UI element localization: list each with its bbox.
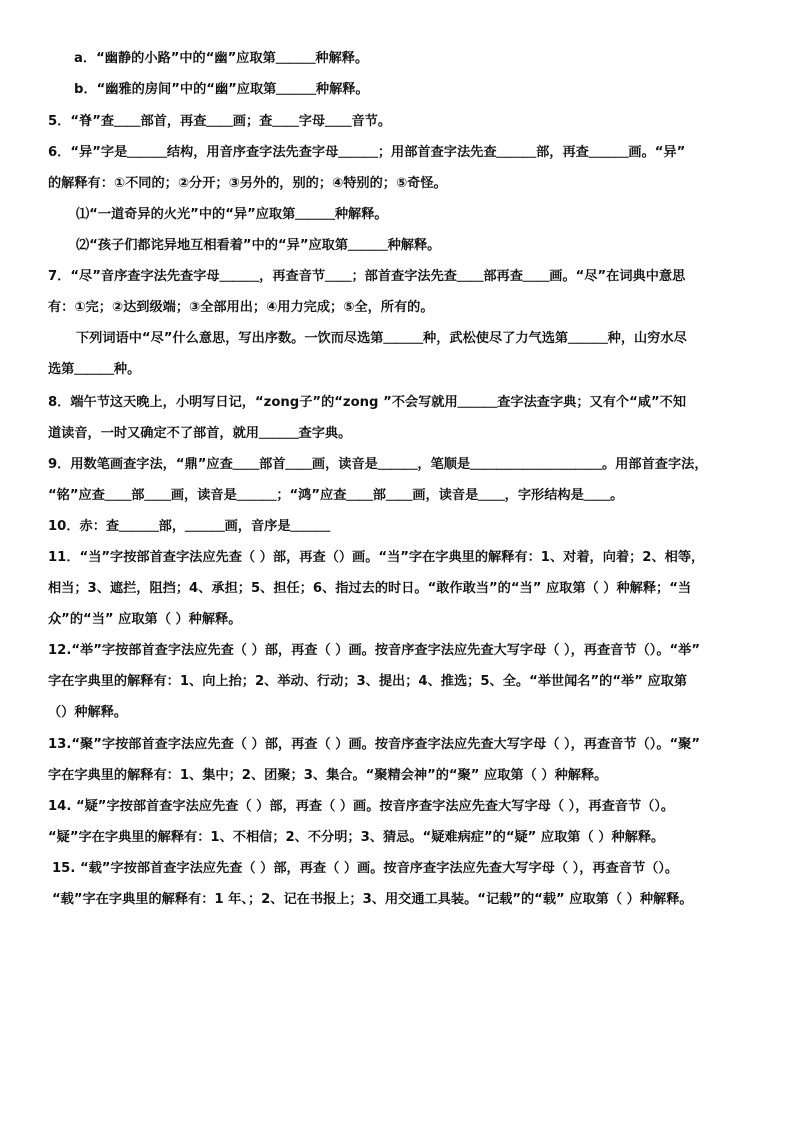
text-line: 的解释有：①不同的；②分开；③另外的，别的；④特别的；⑤奇怪。	[48, 176, 447, 191]
text-line: 11．“当”字按部首查字法应先查（ ）部，再查（）画。“当”字在字典里的解释有：1、对着，向着；2、相等，	[48, 550, 705, 565]
text-line: 道读音，一时又确定不了部首，就用＿＿＿查字典。	[48, 426, 352, 441]
text-line: 字在字典里的解释有：1、集中；2、团聚；3、集合。“聚精会神”的“聚” 应取第（ ）种解释。	[48, 768, 608, 783]
text-line: 众”的“当” 应取第（ ）种解释。	[48, 612, 242, 627]
text-line: 10．赤：查＿＿＿部，＿＿＿画，音序是＿＿＿	[48, 519, 331, 534]
text-line: 字在字典里的解释有：1、向上抬；2、举动、行动；3、提出；4、推选；5、全。“举世闻名”的“举” 应取第	[48, 674, 688, 689]
text-line: 选第＿＿＿种。	[48, 362, 141, 377]
text-line: 下列词语中“尽”什么意思，写出序数。一饮而尽选第＿＿＿种，武松使尽了力气选第＿＿＿种，山穷水尽	[76, 331, 687, 346]
text-line: 13.“聚”字按部首查字法应先查（ ）部，再查（ ）画。按音序查字法应先查大写字母（ ），再查音节（）。“聚”	[48, 737, 701, 752]
text-line: 14. “疑”字按部首查字法应先查（ ）部，再查（ ）画。按音序查字法应先查大写字母（ ），再查音节（）。	[48, 799, 675, 814]
text-line: 9．用数笔画查字法，“鼎”应查＿＿部首＿＿画，读音是＿＿＿，笔顺是＿＿＿＿＿＿＿＿＿＿。用部首查字法，	[48, 457, 708, 472]
text-line: ⑴“一道奇异的火光”中的“异”应取第＿＿＿种解释。	[76, 207, 388, 222]
text-line: b．“幽雅的房间”中的“幽”应取第＿＿＿种解释。	[74, 82, 369, 97]
text-line: 有：①完；②达到级端；③全部用出；④用力完成；⑤全，所有的。	[48, 300, 434, 315]
text-line: 7．“尽”音序查字法先查字母＿＿＿，再查音节＿＿；部首查字法先查＿＿部再查＿＿画。“尽”在词典中意思	[48, 269, 686, 284]
text-line: 8．端午节这天晚上，小明写日记，“zong子”的“zong ”不会写就用＿＿＿查字法查字典；又有个“咸”不知	[48, 395, 687, 410]
text-line: 相当；3、遮拦，阻挡；4、承担；5、担任；6、指过去的时日。“敢作敢当”的“当” 应取第（ ）种解释；“当	[48, 581, 692, 596]
text-line: 5．“脊”查＿＿部首，再查＿＿画；查＿＿字母＿＿音节。	[48, 114, 392, 129]
text-line: ⑵“孩子们都诧异地互相看着”中的“异”应取第＿＿＿种解释。	[76, 238, 441, 253]
text-line: a．“幽静的小路”中的“幽”应取第＿＿＿种解释。	[74, 51, 369, 66]
text-line: “疑”字在字典里的解释有：1、不相信；2、不分明；3、猜忌。“疑难病症”的“疑” 应取第（ ）种解释。	[48, 830, 665, 845]
text-line: 15. “载”字按部首查字法应先查（ ）部，再查（ ）画。按音序查字法应先查大写字母（ ），再查音节（）。	[52, 861, 679, 876]
text-line: “铭”应查＿＿部＿＿画，读音是＿＿＿；“鸿”应查＿＿部＿＿画，读音是＿＿，字形结构是＿＿。	[48, 488, 624, 503]
text-line: 12.“举”字按部首查字法应先查（ ）部，再查（ ）画。按音序查字法应先查大写字母（ ），再查音节（）。“举”	[48, 643, 701, 658]
text-line: “载”字在字典里的解释有：1 年、；2、记在书报上；3、用交通工具装。“记载”的“载” 应取第（ ）种解释。	[52, 892, 693, 907]
text-line: （）种解释。	[48, 705, 128, 720]
text-line: 6．“异”字是＿＿＿结构，用音序查字法先查字母＿＿＿；用部首查字法先查＿＿＿部，再查＿＿＿画。“异”	[48, 145, 686, 160]
